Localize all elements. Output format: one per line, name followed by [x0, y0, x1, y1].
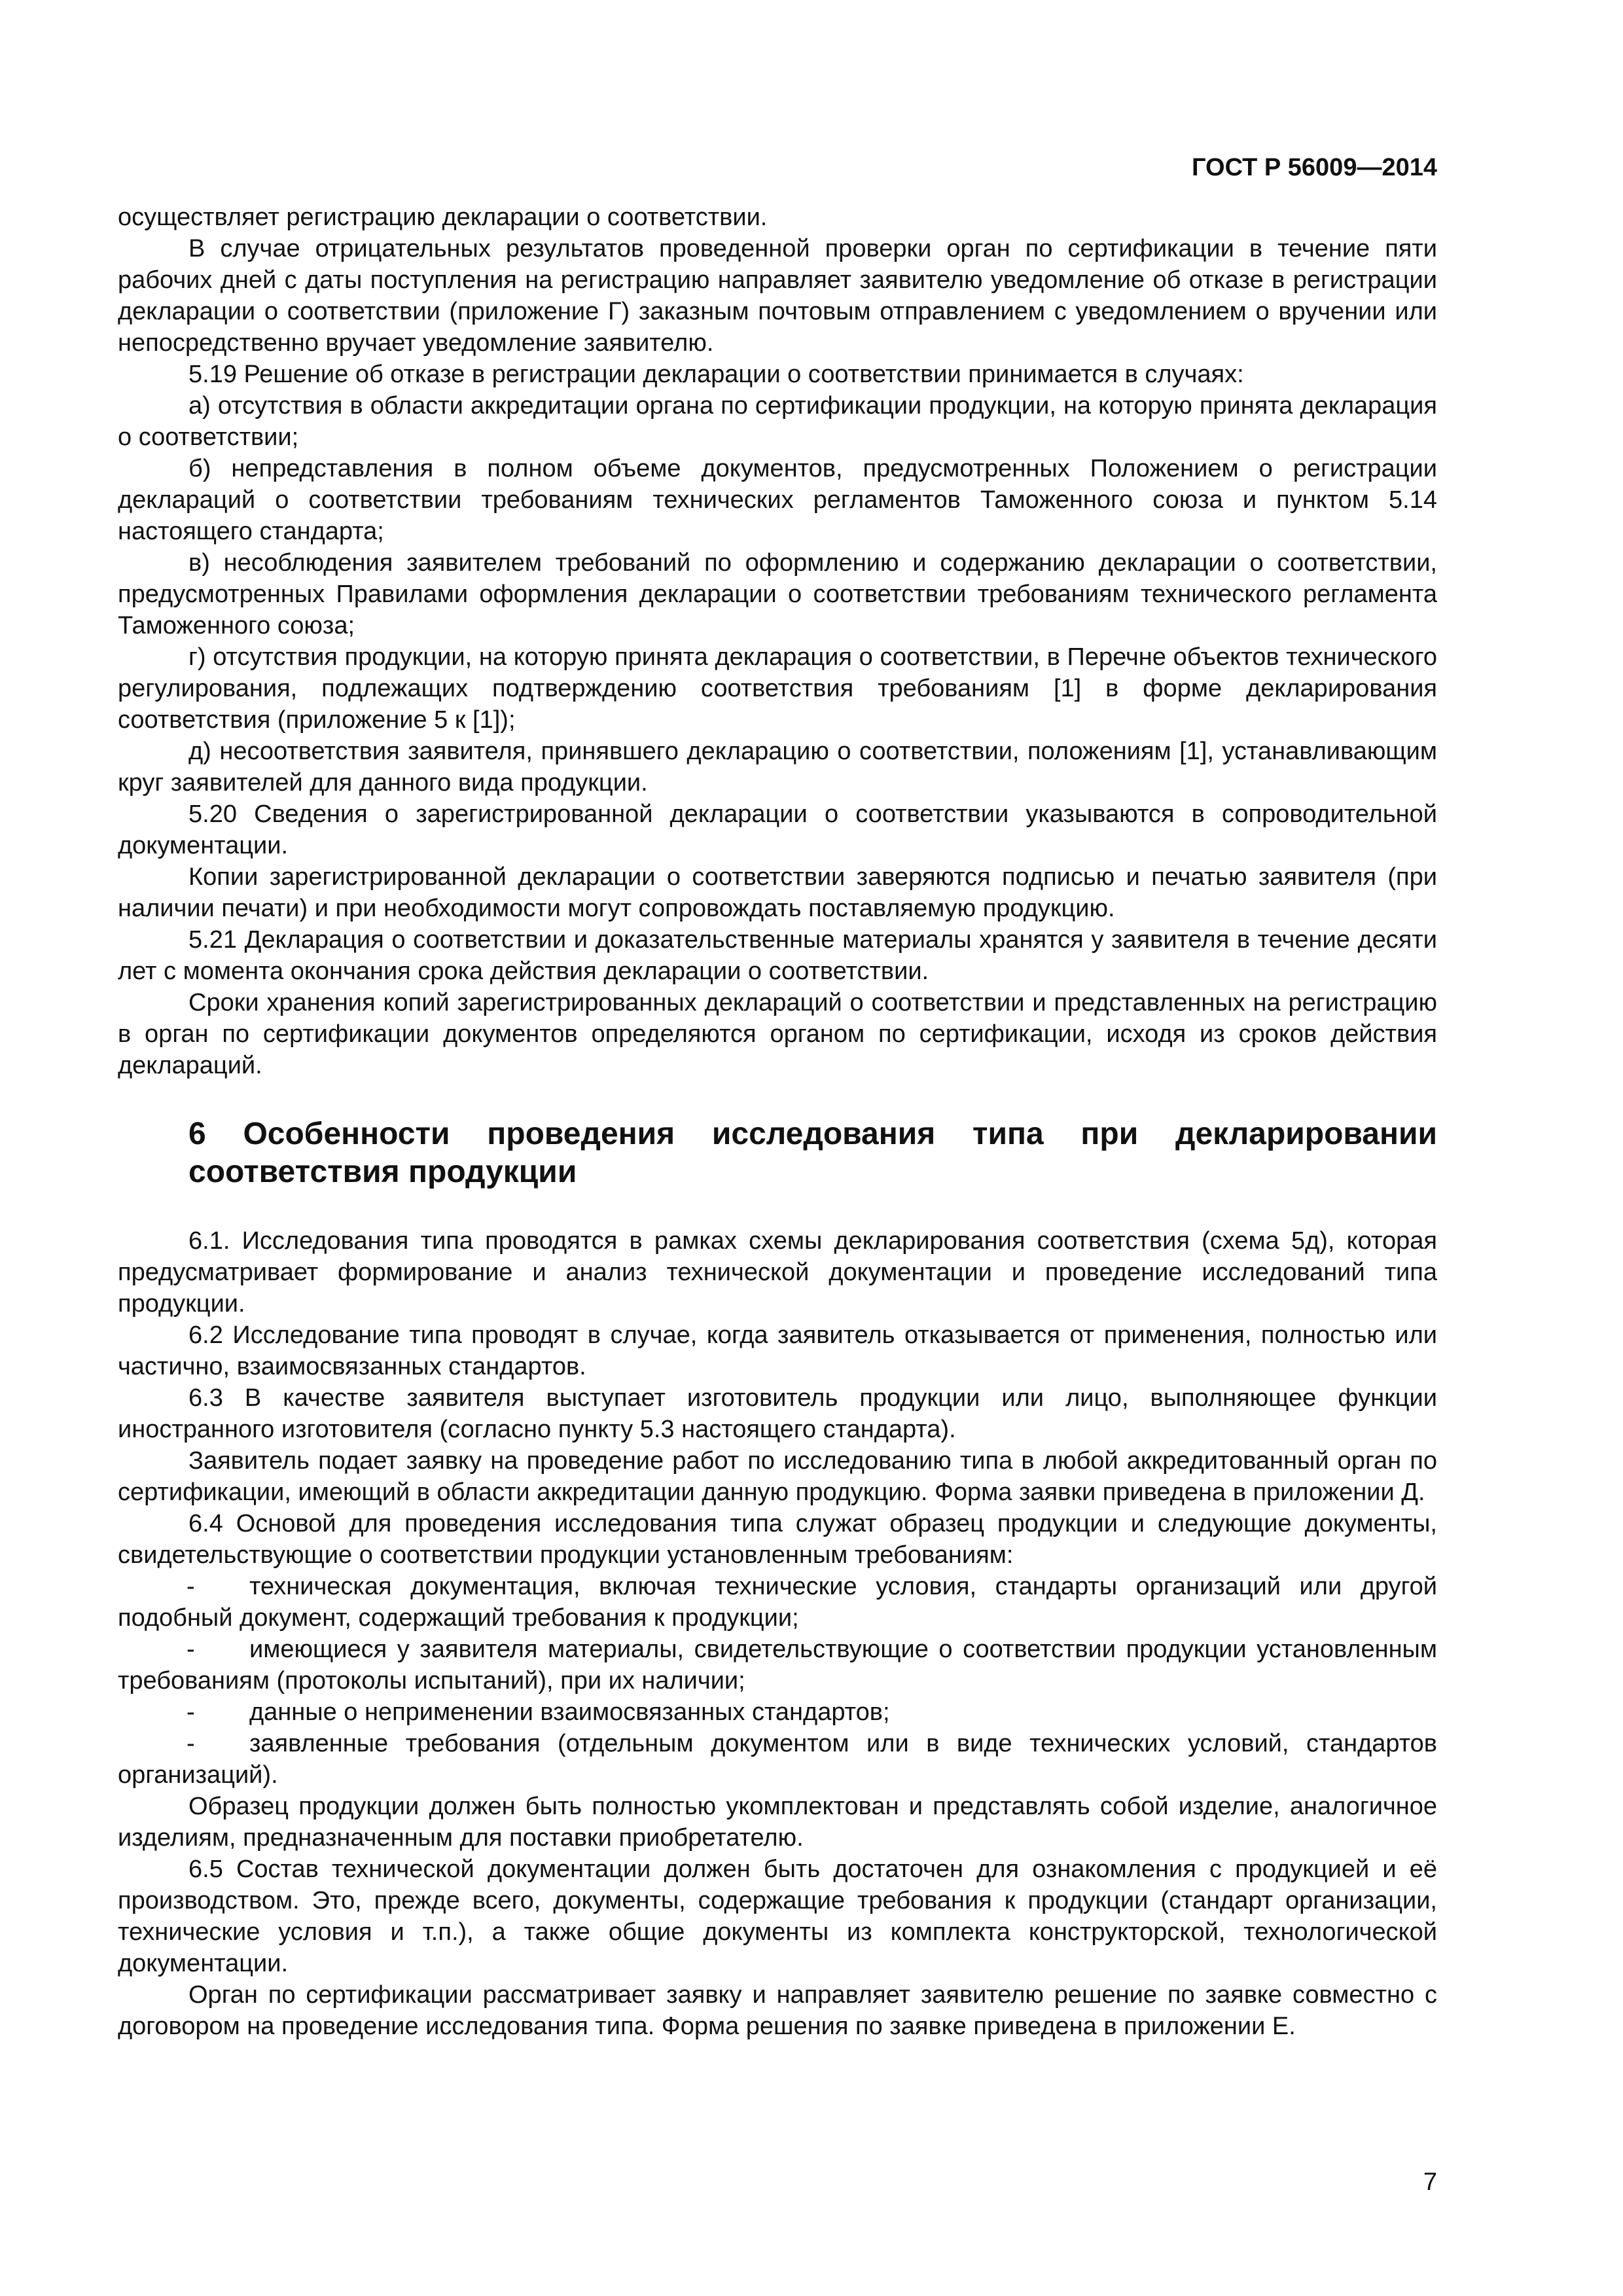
dash-list-item: [118, 1571, 1437, 1634]
list-item-d: д) несоответствия заявителя, принявшего декларацию о соответствии, положениям [1], устанавливающим круг заявителей для данного вида продукции.: [118, 738, 1437, 797]
dash-list-item: [118, 1696, 1437, 1728]
dash-list-item: [118, 1728, 1437, 1791]
dash-marker: -: [187, 1698, 195, 1726]
section-heading: 6 Особенности проведения исследования типа при декларировании соответствия продукции: [188, 1117, 1437, 1189]
paragraph: В случае отрицательных результатов проведенной проверки орган по сертификации в течение пяти рабочих дней с даты поступления на регистрацию направляет заявителю уведомление об отказе в регистрации декларации о соответствии (приложение Г) заказным почтовым отправлением с уведомлением о вручении или непосредственно вручает уведомление заявителю.: [118, 235, 1437, 357]
clause-5-21: 5.21 Декларация о соответствии и доказательственные материалы хранятся у заявителя в течение десяти лет с момента окончания срока действия декларации о соответствии.: [118, 926, 1437, 985]
dash-marker: -: [187, 1730, 195, 1757]
dash-list-text: имеющиеся у заявителя материалы, свидетельствующие о соответствии продукции установленным требованиям (протоколы испытаний), при их наличии;: [118, 1636, 1437, 1695]
dash-list-text: данные о неприменении взаимосвязанных стандартов;: [249, 1698, 890, 1726]
list-item-a: а) отсутствия в области аккредитации органа по сертификации продукции, на которую принята декларация о соответствии;: [118, 392, 1437, 451]
list-item-b: б) непредставления в полном объеме документов, предусмотренных Положением о регистрации деклараций о соответствии требованиям технических регламентов Таможенного союза и пунктом 5.14 настоящего стандарта;: [118, 455, 1437, 545]
page-number: 7: [1423, 2168, 1437, 2196]
clause-5-19: 5.19 Решение об отказе в регистрации декларации о соответствии принимается в случаях:: [188, 361, 1244, 388]
document-body: [118, 202, 1437, 2042]
paragraph: Орган по сертификации рассматривает заявку и направляет заявителю решение по заявке совместно с договором на проведение исследования типа. Форма решения по заявке приведена в приложении Е.: [118, 1981, 1437, 2040]
document-code-header: ГОСТ Р 56009—2014: [1192, 154, 1437, 181]
paragraph: Копии зарегистрированной декларации о соответствии заверяются подписью и печатью заявителя (при наличии печати) и при необходимости могут сопровождать поставляемую продукцию.: [118, 863, 1437, 922]
list-item-v: в) несоблюдения заявителем требований по оформлению и содержанию декларации о соответствии, предусмотренных Правилами оформления декларации о соответствии требованиям технического регламента Таможенного союза;: [118, 549, 1437, 639]
paragraph: Заявитель подает заявку на проведение работ по исследованию типа в любой аккредитованный орган по сертификации, имеющий в области аккредитации данную продукцию. Форма заявки приведена в приложении Д.: [118, 1447, 1437, 1506]
clause-6-4: 6.4 Основой для проведения исследования типа служат образец продукции и следующие документы, свидетельствующие о соответствии продукции установленным требованиям:: [118, 1510, 1437, 1569]
clause-6-5: 6.5 Состав технической документации должен быть достаточен для ознакомления с продукцией и её производством. Это, прежде всего, документы, содержащие требования к продукции (стандарт организации, технические условия и т.п.), а также общие документы из комплекта конструкторской, технологической документации.: [118, 1856, 1437, 1977]
paragraph: Сроки хранения копий зарегистрированных деклараций о соответствии и представленных на регистрацию в орган по сертификации документов определяются органом по сертификации, исходя из сроков действия деклараций.: [118, 989, 1437, 1079]
paragraph: Образец продукции должен быть полностью укомплектован и представлять собой изделие, аналогичное изделиям, предназначенным для поставки приобретателю.: [118, 1793, 1437, 1852]
dash-list-text: заявленные требования (отдельным документом или в виде технических условий, стандартов организаций).: [118, 1730, 1437, 1789]
dash-marker: -: [187, 1573, 195, 1600]
dash-list-item: [118, 1634, 1437, 1696]
list-item-g: г) отсутствия продукции, на которую принята декларация о соответствии, в Перечне объектов технического регулирования, подлежащих подтверждению соответствия требованиям [1] в форме декларирования соответствия (приложение 5 к [1]);: [118, 643, 1437, 734]
clause-6-1: 6.1. Исследования типа проводятся в рамках схемы декларирования соответствия (схема 5д), которая предусматривает формирование и анализ технической документации и проведение исследований типа продукции.: [118, 1227, 1437, 1318]
dash-list-text: техническая документация, включая технические условия, стандарты организаций или другой подобный документ, содержащий требования к продукции;: [118, 1573, 1437, 1632]
clause-5-20: 5.20 Сведения о зарегистрированной декларации о соответствии указываются в сопроводительной документации.: [118, 800, 1437, 859]
clause-6-2: 6.2 Исследование типа проводят в случае, когда заявитель отказывается от применения, полностью или частично, взаимосвязанных стандартов.: [118, 1321, 1437, 1380]
paragraph: осуществляет регистрацию декларации о соответствии.: [118, 204, 768, 231]
dash-marker: -: [187, 1636, 195, 1663]
clause-6-3: 6.3 В качестве заявителя выступает изготовитель продукции или лицо, выполняющее функции иностранного изготовителя (согласно пункту 5.3 настоящего стандарта).: [118, 1384, 1437, 1443]
